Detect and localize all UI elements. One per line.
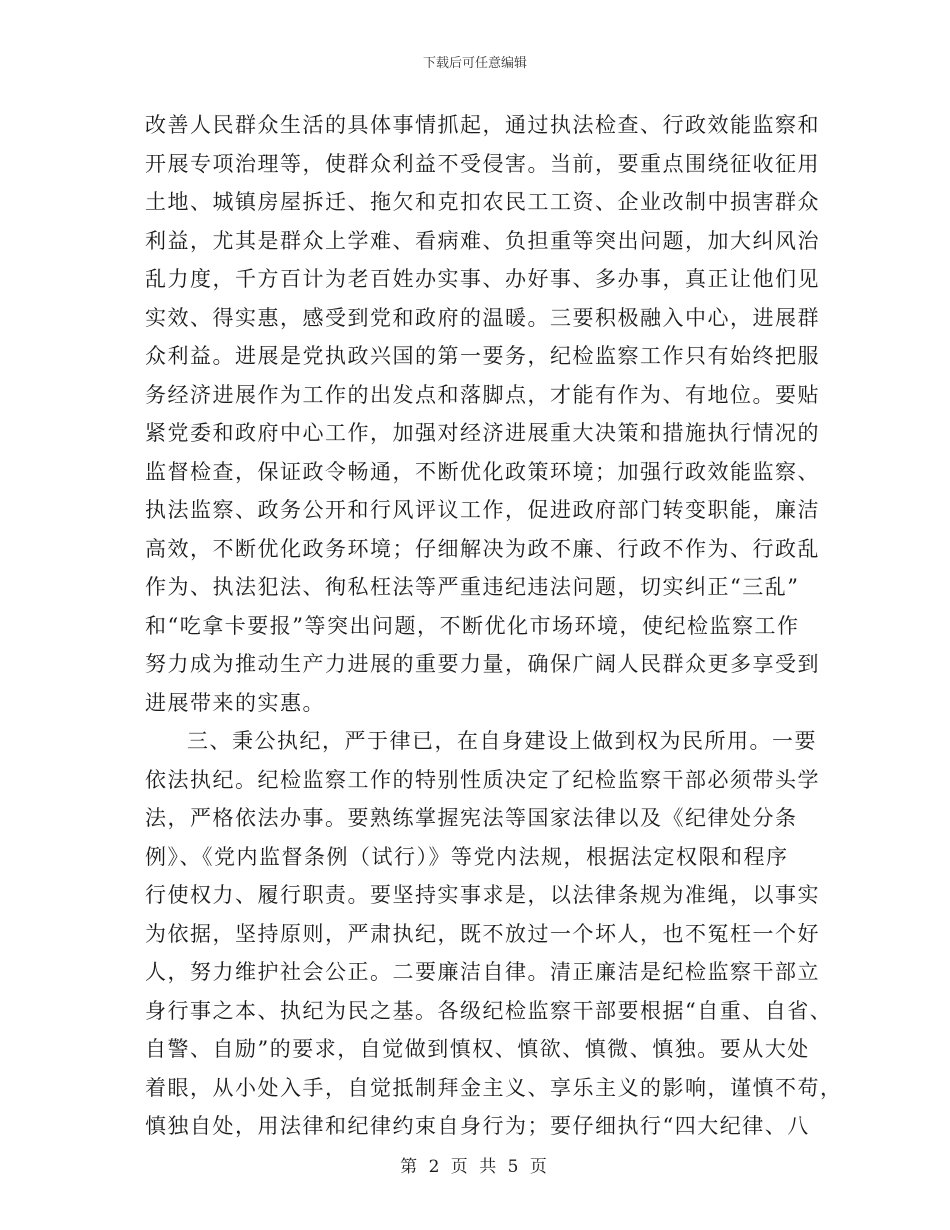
body-line: 慎独自处，用法律和纪律约束自身行为；要仔细执行“四大纪律、八	[145, 1114, 810, 1138]
body-line: 和“吃拿卡要报”等突出问题，不断优化市场环境，使纪检监察工作	[145, 613, 800, 638]
body-line: 进展带来的实惠。	[145, 690, 325, 715]
page-number-footer: 第 2 页 共 5 页	[400, 1157, 550, 1177]
body-line: 作为、执法犯法、徇私枉法等严重违纪违法问题，切实纠正“三乱”	[145, 575, 800, 599]
body-line: 乱力度，千方百计为老百姓办实事、办好事、多办事，真正让他们见	[145, 267, 820, 291]
body-line: 利益，尤其是群众上学难、看病难、负担重等突出问题，加大纠风治	[145, 228, 820, 253]
body-line: 为依据，坚持原则，严肃执纪，既不放过一个坏人，也不冤枉一个好	[145, 921, 820, 946]
body-line: 监督检查，保证政令畅通，不断优化政策环境；加强行政效能监察、	[145, 459, 820, 484]
body-line: 依法执纪。纪检监察工作的特别性质决定了纪检监察干部必须带头学	[145, 767, 820, 792]
document-body	[145, 106, 843, 1146]
body-line: 人，努力维护社会公正。二要廉洁自律。清正廉洁是纪检监察干部立	[145, 960, 820, 984]
body-line: 务经济进展作为工作的出发点和落脚点，才能有作为、有地位。要贴	[145, 382, 820, 407]
body-line: 执法监察、政务公开和行风评议工作，促进政府部门转变职能，廉洁	[145, 498, 820, 522]
body-line: 开展专项治理等，使群众利益不受侵害。当前，要重点围绕征收征用	[145, 151, 820, 176]
body-line: 实效、得实惠，感受到党和政府的温暖。三要积极融入中心，进展群	[145, 305, 820, 330]
body-line: 法，严格依法办事。要熟练掌握宪法等国家法律以及《纪律处分条	[145, 806, 798, 830]
body-line: 身行事之本、执纪为民之基。各级纪检监察干部要根据“自重、自省、	[145, 998, 833, 1023]
page-header: 下载后可任意编辑	[422, 56, 527, 71]
body-line: 着眼，从小处入手，自觉抵制拜金主义、享乐主义的影响，谨慎不苟，	[145, 1075, 843, 1100]
body-line: 众利益。进展是党执政兴国的第一要务，纪检监察工作只有始终把服	[145, 344, 820, 368]
body-line: 行使权力、履行职责。要坚持实事求是，以法律条规为准绳，以事实	[145, 883, 820, 907]
paragraph-start-line: 三、秉公执纪，严于律已，在自身建设上做到权为民所用。一要	[187, 729, 817, 753]
body-line: 例》、《党内监督条例（试行）》等党内法规，根据法定权限和程序	[145, 844, 789, 869]
body-line: 紧党委和政府中心工作，加强对经济进展重大决策和措施执行情况的	[145, 421, 820, 445]
body-line: 努力成为推动生产力进展的重要力量，确保广阔人民群众更多享受到	[145, 652, 820, 676]
body-line: 改善人民群众生活的具体事情抓起，通过执法检查、行政效能监察和	[145, 113, 820, 137]
body-line: 土地、城镇房屋拆迁、拖欠和克扣农民工工资、企业改制中损害群众	[145, 190, 820, 214]
body-line: 自警、自励”的要求，自觉做到慎权、慎欲、慎微、慎独。要从大处	[145, 1037, 810, 1061]
body-line: 高效，不断优化政务环境；仔细解决为政不廉、行政不作为、行政乱	[145, 536, 820, 561]
